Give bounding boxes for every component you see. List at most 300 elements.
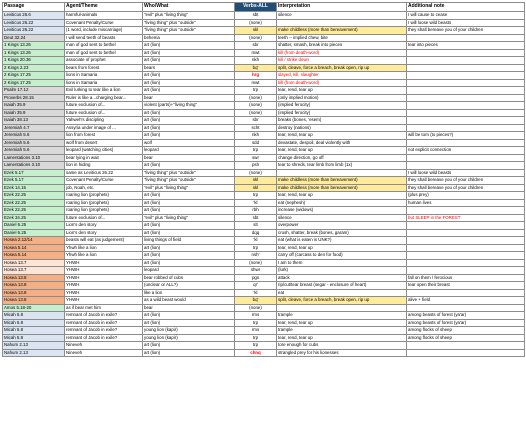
cell-verb[interactable]: psh (235, 162, 277, 170)
cell-passage[interactable]: 1 Kings 20.36 (3, 57, 65, 65)
cell-interpretation[interactable]: tore enough for cubs (277, 342, 407, 350)
cell-agent-theme[interactable]: leopard (watching cities) (65, 147, 143, 155)
cell-agent-theme[interactable]: as if bear met him (65, 304, 143, 312)
cell-verb[interactable]: rms (235, 312, 277, 320)
cell-agent-theme[interactable]: Yhwh like a lion (65, 244, 143, 252)
table-row (3, 102, 525, 110)
cell-who-what[interactable]: art (lion) (143, 349, 235, 357)
cell-additional-note[interactable]: tear open their breast (407, 282, 525, 290)
cell-interpretation[interactable]: teeth -- implied chew, bite (277, 34, 407, 42)
cell-verb[interactable]: (none) (235, 34, 277, 42)
cell-who-what[interactable]: violent (parts)+"living thing" (143, 102, 235, 110)
cell-interpretation[interactable]: trample (277, 312, 407, 320)
cell-who-what[interactable]: art (lion) (143, 117, 235, 125)
cell-agent-theme[interactable]: job, Noah, etc. (65, 184, 143, 192)
cell-interpretation[interactable]: (implied ferocity) (277, 102, 407, 110)
cell-agent-theme[interactable]: man of god sent to bethel (65, 42, 143, 50)
cell-agent-theme[interactable]: Lion's den story (65, 229, 143, 237)
cell-who-what[interactable]: art (lion) (143, 87, 235, 95)
cell-verb[interactable]: (none) (235, 102, 277, 110)
cell-agent-theme[interactable]: I will send teeth of beasts (65, 34, 143, 42)
cell-interpretation[interactable] (277, 19, 407, 27)
header-additional-note[interactable]: Additional note (407, 3, 525, 12)
cell-passage[interactable]: Lamentations 3.10 (3, 162, 65, 170)
cell-who-what[interactable]: art (lion) (143, 57, 235, 65)
cell-additional-note[interactable] (407, 72, 525, 80)
cell-passage[interactable]: Micah 5.8 (3, 327, 65, 335)
cell-additional-note[interactable]: human lives (407, 199, 525, 207)
cell-passage[interactable]: Nahum 2.13 (3, 349, 65, 357)
cell-agent-theme[interactable]: YHWH (65, 297, 143, 305)
cell-interpretation[interactable]: tear, rend, tear up (277, 244, 407, 252)
cell-additional-note[interactable] (407, 109, 525, 117)
cell-additional-note[interactable] (407, 64, 525, 72)
table-row (3, 42, 525, 50)
cell-interpretation[interactable]: destroy (nations) (277, 124, 407, 132)
cell-passage[interactable]: Isaiah 38.13 (3, 117, 65, 125)
cell-agent-theme[interactable]: future exclusion of... (65, 102, 143, 110)
cell-passage[interactable]: Leviticus 26.22 (3, 27, 65, 35)
cell-additional-note[interactable] (407, 79, 525, 87)
cell-interpretation[interactable]: tear, rend, tear up (277, 147, 407, 155)
cell-additional-note[interactable] (407, 222, 525, 230)
cell-who-what[interactable]: "evil" plus "living thing" (143, 184, 235, 192)
cell-who-what[interactable]: young lion (kapir) (143, 334, 235, 342)
cell-verb[interactable]: 'kl (235, 237, 277, 245)
cell-passage[interactable]: Nahum 2.13 (3, 342, 65, 350)
cell-agent-theme[interactable]: man of god sent to bethel (65, 49, 143, 57)
cell-interpretation[interactable]: slayed, kill, slaughter (277, 72, 407, 80)
cell-verb[interactable]: 'kl (235, 199, 277, 207)
cell-interpretation[interactable]: split, cleave, force a breach, break open, rip up (277, 297, 407, 305)
cell-passage[interactable]: Micah 5.8 (3, 312, 65, 320)
cell-passage[interactable]: Leviticus 26.22 (3, 19, 65, 27)
cell-who-what[interactable]: like a lion (143, 289, 235, 297)
table-row (3, 349, 525, 357)
cell-interpretation[interactable]: kill / strike down (277, 57, 407, 65)
cell-passage[interactable]: Hosea 13.8 (3, 289, 65, 297)
cell-interpretation[interactable]: breaks (bones, 'esem) (277, 117, 407, 125)
cell-who-what[interactable]: art (lion) (143, 342, 235, 350)
cell-agent-theme[interactable]: future exclusion of... (65, 109, 143, 117)
cell-verb[interactable]: skl (235, 27, 277, 35)
cell-who-what[interactable]: "evil" plus "living thing" (143, 12, 235, 20)
cell-who-what[interactable]: art (lion) (143, 79, 235, 87)
cell-verb[interactable]: (none) (235, 169, 277, 177)
table-row (3, 282, 525, 290)
cell-additional-note[interactable]: they shall bereave you of your children (407, 27, 525, 35)
cell-passage[interactable]: Isaiah 35.9 (3, 109, 65, 117)
cell-interpretation[interactable]: I am to them (277, 259, 407, 267)
cell-who-what[interactable]: leopard (143, 267, 235, 275)
cell-interpretation[interactable]: rip/cut/tear breast (segar - enclosure of heart) (277, 282, 407, 290)
cell-passage[interactable]: 2 Kings 17.25 (3, 72, 65, 80)
cell-verb[interactable]: (none) (235, 109, 277, 117)
cell-agent-theme[interactable]: Evil lurking to tear like a lion (65, 87, 143, 95)
cell-additional-note[interactable]: among flocks of sheep (407, 327, 525, 335)
cell-agent-theme[interactable]: lion in hiding (65, 162, 143, 170)
cell-verb[interactable]: shwr (235, 267, 277, 275)
cell-additional-note[interactable] (407, 289, 525, 297)
cell-passage[interactable]: Lamentations 3.10 (3, 154, 65, 162)
cell-who-what[interactable]: art (lion) (143, 162, 235, 170)
table-row (3, 274, 525, 282)
cell-additional-note[interactable] (407, 252, 525, 260)
cell-passage[interactable]: Psalm 17.12 (3, 87, 65, 95)
header-passage[interactable]: Passage (3, 3, 65, 12)
cell-who-what[interactable]: living things of field (143, 237, 235, 245)
cell-passage[interactable]: Deut 32.24 (3, 34, 65, 42)
cell-additional-note[interactable]: I will loose wild beasts (407, 169, 525, 177)
cell-who-what[interactable]: art (lion) (143, 312, 235, 320)
cell-passage[interactable]: Jeremiah 5.6 (3, 147, 65, 155)
cell-who-what[interactable]: behema (143, 34, 235, 42)
cell-who-what[interactable]: art (lion) (143, 319, 235, 327)
cell-interpretation[interactable]: trample (277, 327, 407, 335)
cell-agent-theme[interactable]: associate of prophet (65, 57, 143, 65)
cell-verb[interactable]: skl (235, 177, 277, 185)
cell-additional-note[interactable] (407, 117, 525, 125)
cell-who-what[interactable]: as a wild beast would (143, 297, 235, 305)
table-row (3, 244, 525, 252)
cell-additional-note[interactable] (407, 244, 525, 252)
cell-additional-note[interactable] (407, 342, 525, 350)
cell-verb[interactable]: chnq (235, 349, 277, 357)
cell-verb[interactable]: (none) (235, 19, 277, 27)
cell-passage[interactable]: Micah 5.8 (3, 334, 65, 342)
cell-agent-theme[interactable]: YHWH (65, 282, 143, 290)
cell-verb[interactable]: trp (235, 319, 277, 327)
cell-who-what[interactable]: art (lion) (143, 42, 235, 50)
cell-interpretation[interactable]: tear, rend, tear up (277, 192, 407, 200)
cell-interpretation[interactable]: carry off (carcass to den for food) (277, 252, 407, 260)
cell-verb[interactable]: rbh (235, 207, 277, 215)
cell-interpretation[interactable]: (implied ferocity) (277, 109, 407, 117)
cell-verb[interactable]: hrg (235, 72, 277, 80)
cell-interpretation[interactable]: overpower (277, 222, 407, 230)
cell-additional-note[interactable]: not explicit connection (407, 147, 525, 155)
cell-interpretation[interactable]: eat (what is eaten is UNK?) (277, 237, 407, 245)
cell-verb[interactable]: nkh (235, 57, 277, 65)
cell-additional-note[interactable]: I will loose wild beasts (407, 19, 525, 27)
cell-verb[interactable]: nsh' (235, 252, 277, 260)
cell-passage[interactable]: Ezek 5.17 (3, 177, 65, 185)
cell-verb[interactable]: qr' (235, 282, 277, 290)
cell-verb[interactable]: trp (235, 87, 277, 95)
cell-agent-theme[interactable]: remnant of Jacob in exile? (65, 327, 143, 335)
cell-verb[interactable]: sbt (235, 214, 277, 222)
cell-passage[interactable]: Ezek 22.25 (3, 199, 65, 207)
cell-verb[interactable]: bq' (235, 297, 277, 305)
cell-interpretation[interactable]: shatter, smash, break into pieces (277, 42, 407, 50)
cell-who-what[interactable]: bear (143, 304, 235, 312)
cell-who-what[interactable]: bear (143, 94, 235, 102)
cell-passage[interactable]: Amos 5.18-20 (3, 304, 65, 312)
cell-interpretation[interactable]: devastate, despoil, deal violently with (277, 139, 407, 147)
cell-agent-theme[interactable]: lions in Samaria (65, 72, 143, 80)
cell-interpretation[interactable]: make childless (more than bereavement) (277, 27, 407, 35)
cell-who-what[interactable]: art (lion) (143, 207, 235, 215)
cell-who-what[interactable]: art (lion) (143, 222, 235, 230)
cell-agent-theme[interactable]: Yahweh's discipling (65, 117, 143, 125)
cell-agent-theme[interactable]: wolf from desert (65, 139, 143, 147)
cell-additional-note[interactable] (407, 124, 525, 132)
table-row (3, 304, 525, 312)
cell-verb[interactable]: sbr (235, 42, 277, 50)
table-row (3, 319, 525, 327)
cell-additional-note[interactable] (407, 349, 525, 357)
cell-interpretation[interactable]: tear to shreds, tear limb from limb (1x) (277, 162, 407, 170)
cell-additional-note[interactable] (407, 87, 525, 95)
cell-who-what[interactable]: art (lion) (143, 244, 235, 252)
cell-passage[interactable]: Ezek 5.17 (3, 169, 65, 177)
header-interpretation[interactable]: Interpretation (277, 3, 407, 12)
cell-who-what[interactable]: wolf (143, 139, 235, 147)
cell-interpretation[interactable]: make childless (more than bereavement) (277, 184, 407, 192)
table-row (3, 79, 525, 87)
cell-verb[interactable]: sbt (235, 12, 277, 20)
cell-verb[interactable]: trp (235, 334, 277, 342)
cell-additional-note[interactable]: but SLEEP in the FOREST (407, 214, 525, 222)
cell-who-what[interactable]: art (lion) (143, 72, 235, 80)
cell-agent-theme[interactable]: Covenant Penalty/Curse (65, 177, 143, 185)
table-row (3, 259, 525, 267)
cell-agent-theme[interactable]: Nineveh (65, 342, 143, 350)
cell-verb[interactable]: slt (235, 222, 277, 230)
cell-additional-note[interactable] (407, 207, 525, 215)
cell-additional-note[interactable] (407, 139, 525, 147)
cell-passage[interactable]: Ezek 34.25 (3, 214, 65, 222)
header-verbs-all[interactable]: Verbs-ALL (235, 3, 277, 12)
cell-interpretation[interactable]: crush, shatter, break (bones, garam) (277, 229, 407, 237)
cell-passage[interactable]: Hosea 5.14 (3, 252, 65, 260)
cell-who-what[interactable]: art (lion) (143, 109, 235, 117)
cell-interpretation[interactable]: (only implied motion) (277, 94, 407, 102)
cell-additional-note[interactable]: among beasts of forest (ya'ar) (407, 319, 525, 327)
cell-additional-note[interactable] (407, 259, 525, 267)
cell-agent-theme[interactable]: lions in Samaria (65, 79, 143, 87)
cell-agent-theme[interactable]: future exclusion of... (65, 214, 143, 222)
cell-passage[interactable]: Daniel 6.25 (3, 229, 65, 237)
cell-interpretation[interactable]: kill (from death-word) (277, 79, 407, 87)
cell-agent-theme[interactable]: (1 word, include miscarriage) (65, 27, 143, 35)
cell-who-what[interactable]: "living thing" plus "outside" (143, 27, 235, 35)
cell-passage[interactable]: Ezek 22.25 (3, 207, 65, 215)
cell-verb[interactable]: swr (235, 154, 277, 162)
cell-interpretation[interactable]: strangled prey for his lionesses (277, 349, 407, 357)
cell-passage[interactable]: Hosea 13.8 (3, 282, 65, 290)
cell-passage[interactable]: Leviticus 26.6 (3, 12, 65, 20)
cell-passage[interactable]: 1 Kings 13.26 (3, 42, 65, 50)
cell-verb[interactable]: (none) (235, 259, 277, 267)
cell-passage[interactable]: Jeremiah 5.6 (3, 139, 65, 147)
cell-who-what[interactable]: young lion (kapir) (143, 327, 235, 335)
cell-agent-theme[interactable]: remnant of Jacob in exile? (65, 312, 143, 320)
cell-passage[interactable]: 2 Kings 2.23 (3, 64, 65, 72)
cell-who-what[interactable]: art (lion) (143, 192, 235, 200)
cell-agent-theme[interactable]: roaring lion (prophets) (65, 199, 143, 207)
cell-agent-theme[interactable]: YHWH (65, 267, 143, 275)
cell-additional-note[interactable]: among flocks of sheep (407, 334, 525, 342)
cell-passage[interactable]: Ezek 14.15 (3, 184, 65, 192)
cell-additional-note[interactable] (407, 154, 525, 162)
cell-interpretation[interactable]: silence (277, 214, 407, 222)
cell-passage[interactable]: Micah 5.8 (3, 319, 65, 327)
header-who-what[interactable]: Who/What (143, 3, 235, 12)
cell-passage[interactable]: Hosea 2.12/14 (3, 237, 65, 245)
cell-passage[interactable]: Daniel 6.25 (3, 222, 65, 230)
cell-passage[interactable]: Ezek 22.25 (3, 192, 65, 200)
cell-passage[interactable]: Proverbs 28.15 (3, 94, 65, 102)
cell-passage[interactable]: Hosea 13.8 (3, 297, 65, 305)
cell-additional-note[interactable] (407, 237, 525, 245)
cell-passage[interactable]: Isaiah 35.9 (3, 102, 65, 110)
cell-interpretation[interactable]: eat (nephesh) (277, 199, 407, 207)
cell-who-what[interactable]: "living thing" plus "outside" (143, 19, 235, 27)
cell-agent-theme[interactable]: YHWH (65, 259, 143, 267)
cell-interpretation[interactable]: attack (277, 274, 407, 282)
cell-interpretation[interactable] (277, 304, 407, 312)
table-row (3, 154, 525, 162)
cell-agent-theme[interactable]: same as Leviticus 26.22 (65, 169, 143, 177)
cell-who-what[interactable]: art (lion) (143, 124, 235, 132)
cell-verb[interactable]: rms (235, 327, 277, 335)
cell-additional-note[interactable]: fall on them / ferocious (407, 274, 525, 282)
cell-verb[interactable]: trp (235, 147, 277, 155)
cell-interpretation[interactable] (277, 169, 407, 177)
cell-agent-theme[interactable]: Assyria under image of ... (65, 124, 143, 132)
cell-agent-theme[interactable]: bears from forest (65, 64, 143, 72)
table-row (3, 289, 525, 297)
cell-verb[interactable]: sdd (235, 139, 277, 147)
cell-who-what[interactable]: art (lion) (143, 49, 235, 57)
cell-interpretation[interactable]: increase (widows) (277, 207, 407, 215)
table-row (3, 192, 525, 200)
cell-additional-note[interactable] (407, 94, 525, 102)
cell-additional-note[interactable] (407, 229, 525, 237)
cell-who-what[interactable]: "living thing" plus "outside" (143, 169, 235, 177)
cell-agent-theme[interactable]: beasts will eat (as judgement) (65, 237, 143, 245)
cell-agent-theme[interactable]: YHWH (65, 289, 143, 297)
cell-passage[interactable]: Hosea 5.14 (3, 244, 65, 252)
cell-verb[interactable]: mwt (235, 49, 277, 57)
cell-additional-note[interactable] (407, 49, 525, 57)
cell-passage[interactable]: Jeremiah 4.7 (3, 124, 65, 132)
cell-interpretation[interactable]: tear, rend, tear up (277, 319, 407, 327)
cell-interpretation[interactable]: tear, rend, tear up (277, 132, 407, 140)
cell-additional-note[interactable] (407, 267, 525, 275)
cell-additional-note[interactable]: they shall bereave you of your children (407, 177, 525, 185)
cell-who-what[interactable]: art (lion) (143, 132, 235, 140)
cell-verb[interactable]: skl (235, 184, 277, 192)
cell-verb[interactable]: nkh (235, 132, 277, 140)
cell-verb[interactable]: bq' (235, 64, 277, 72)
cell-verb[interactable]: (none) (235, 94, 277, 102)
cell-verb[interactable]: trp (235, 192, 277, 200)
cell-interpretation[interactable]: eat (277, 289, 407, 297)
cell-agent-theme[interactable]: roaring lion (prophets) (65, 192, 143, 200)
cell-additional-note[interactable] (407, 57, 525, 65)
table-row (3, 237, 525, 245)
cell-additional-note[interactable] (407, 102, 525, 110)
cell-who-what[interactable]: (unclear or ALL?) (143, 282, 235, 290)
cell-agent-theme[interactable]: harmful-animals (65, 12, 143, 20)
cell-verb[interactable]: trp (235, 342, 277, 350)
cell-additional-note[interactable]: will be torn (to pieces?) (407, 132, 525, 140)
cell-agent-theme[interactable]: bear lying in wait (65, 154, 143, 162)
cell-passage[interactable]: Hosea 13.7 (3, 259, 65, 267)
cell-agent-theme[interactable]: remnant of Jacob in exile? (65, 319, 143, 327)
cell-who-what[interactable]: bears (143, 64, 235, 72)
table-row (3, 312, 525, 320)
cell-verb[interactable]: (none) (235, 304, 277, 312)
cell-additional-note[interactable] (407, 34, 525, 42)
cell-additional-note[interactable]: they shall bereave you of your children (407, 184, 525, 192)
cell-who-what[interactable]: bear robbed of cubs (143, 274, 235, 282)
cell-passage[interactable]: 2 Kings 17.25 (3, 79, 65, 87)
cell-interpretation[interactable]: (lurk) (277, 267, 407, 275)
cell-agent-theme[interactable]: roaring lion (prophets) (65, 207, 143, 215)
cell-interpretation[interactable]: kill (from death-word) (277, 49, 407, 57)
cell-verb[interactable]: pgs (235, 274, 277, 282)
cell-interpretation[interactable]: tear, rend, tear up (277, 87, 407, 95)
cell-who-what[interactable]: "evil" plus "living thing" (143, 214, 235, 222)
cell-agent-theme[interactable]: lion from forest (65, 132, 143, 140)
cell-verb[interactable]: trp (235, 244, 277, 252)
cell-interpretation[interactable]: silence (277, 12, 407, 20)
cell-who-what[interactable]: bear (143, 154, 235, 162)
cell-interpretation[interactable]: tear, rend, tear up (277, 334, 407, 342)
cell-who-what[interactable]: art (lion) (143, 259, 235, 267)
cell-additional-note[interactable]: among beasts of forest (ya'ar) (407, 312, 525, 320)
cell-verb[interactable]: mwt (235, 79, 277, 87)
table-row (3, 184, 525, 192)
cell-agent-theme[interactable]: YHWH (65, 274, 143, 282)
cell-interpretation[interactable]: change direction, go off (277, 154, 407, 162)
cell-interpretation[interactable]: make childless (more than bereavement) (277, 177, 407, 185)
cell-passage[interactable]: Jeremiah 5.6 (3, 132, 65, 140)
cell-verb[interactable]: scht (235, 124, 277, 132)
cell-passage[interactable]: Hosea 13.8 (3, 274, 65, 282)
cell-additional-note[interactable] (407, 162, 525, 170)
header-agent-theme[interactable]: Agent/Theme (65, 3, 143, 12)
table-row (3, 162, 525, 170)
cell-verb[interactable]: dqq (235, 229, 277, 237)
cell-who-what[interactable]: art (lion) (143, 252, 235, 260)
cell-passage[interactable]: 1 Kings 13.26 (3, 49, 65, 57)
cell-agent-theme[interactable]: Ruler is like a...charging bear... (65, 94, 143, 102)
table-row (3, 27, 525, 35)
cell-additional-note[interactable]: (plus prey) (407, 192, 525, 200)
cell-additional-note[interactable] (407, 304, 525, 312)
cell-agent-theme[interactable]: remnant of Jacob in exile? (65, 334, 143, 342)
cell-agent-theme[interactable]: Lion's den story (65, 222, 143, 230)
cell-verb[interactable]: 'kl (235, 289, 277, 297)
cell-interpretation[interactable]: split, cleave, force a breach, break open, rip up (277, 64, 407, 72)
cell-additional-note[interactable]: alive + field (407, 297, 525, 305)
cell-additional-note[interactable]: I will cause to cease (407, 12, 525, 20)
cell-agent-theme[interactable]: Nineveh (65, 349, 143, 357)
cell-who-what[interactable]: art (lion) (143, 229, 235, 237)
cell-agent-theme[interactable]: Yhwh like a lion (65, 252, 143, 260)
cell-additional-note[interactable]: tear into pieces (407, 42, 525, 50)
cell-verb[interactable]: sbr (235, 117, 277, 125)
cell-passage[interactable]: Hosea 13.7 (3, 267, 65, 275)
cell-who-what[interactable]: leopard (143, 147, 235, 155)
cell-who-what[interactable]: "living thing" plus "outside" (143, 177, 235, 185)
cell-agent-theme[interactable]: Covenant Penalty/Curse (65, 19, 143, 27)
cell-who-what[interactable]: art (lion) (143, 199, 235, 207)
